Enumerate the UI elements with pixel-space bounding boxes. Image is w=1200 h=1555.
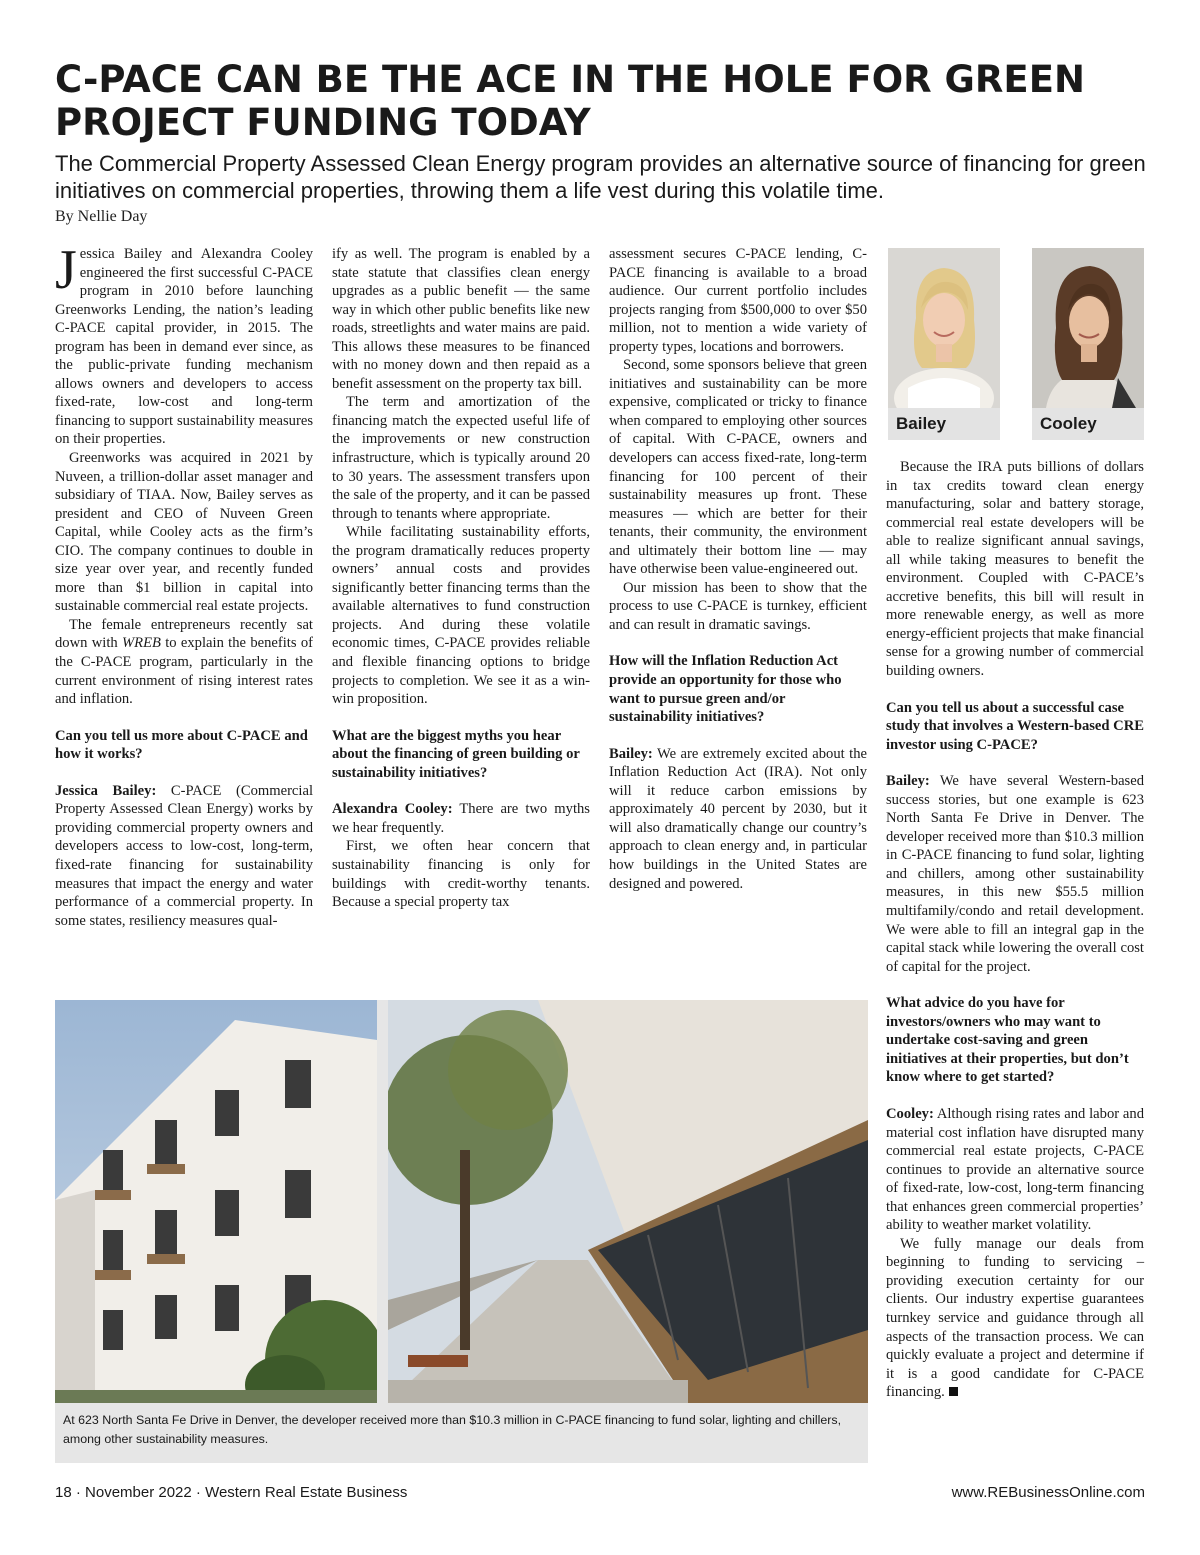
footer-issue-info: 18 · November 2022 · Western Real Estate Business (55, 1484, 408, 1501)
end-mark-icon (949, 1387, 958, 1396)
article-column-3 (609, 245, 867, 893)
answer (886, 772, 1144, 976)
paragraph (886, 1235, 1144, 1402)
speaker-name: Alexandra Cooley: (332, 801, 453, 818)
paragraph: Because the IRA puts billions of dollars in tax credits toward clean energy manufacturing, solar and battery storage, commercial real estate developers will be able to realize significant annual savings, all while taking measures to benefit the environment. Coupled with C-PACE’s accretive benefits, this bill will result in more renewable energy, as well as more energy-efficient projects that make financial sense for a growing number of commercial building owners. (886, 459, 1144, 680)
speaker-name: Cooley: (886, 1105, 934, 1122)
paragraph: First, we often hear concern that sustainability financing is only for buildings with credit-worthy tenants. Because a special property tax (332, 838, 590, 911)
paragraph-text: The female entrepreneurs recently sat down with (55, 616, 313, 652)
answer-text: C-PACE (Commercial Property Assessed Clean Energy) works by providing commercial property owners and developers access to low-cost, long-term, fixed-rate financing for sustainability measures that impact the energy and water performance of a commercial property. In some states, resiliency measures qual- (55, 782, 313, 929)
deck: The Commercial Property Assessed Clean Energy program provides an alternative source of financing for green initiatives on commercial properties, throwing them a life vest during this volatile time. (55, 151, 1146, 203)
article-column-4 (886, 458, 1144, 1402)
building-exterior-image (55, 1000, 377, 1403)
footer-website: www.REBusinessOnline.com (951, 1484, 1145, 1501)
question: Can you tell us about a successful case study that involves a Western-based CRE investor using C-PACE? (886, 699, 1144, 753)
building-image-panel (55, 1000, 868, 1463)
bailey-headshot (888, 248, 1000, 440)
answer (332, 800, 590, 837)
question: How will the Inflation Reduction Act provide an opportunity for those who want to pursue green and/or sustainability initiatives? (609, 653, 842, 726)
paragraph: Second, some sponsors believe that green initiatives and sustainability can be more expensive, complicated or tricky to finance when compared to employing other sources of capital. With C-PACE, owners and developers can access fixed-rate, long-term financing for 100 percent of their sustainability measures up front. These measures — which are better for their tenants, their community, the environment and ultimately their bottom line — may have otherwise been value-engineered out. (609, 357, 867, 578)
photo-label: Bailey (888, 408, 1000, 440)
cooley-portrait-image (1032, 248, 1144, 408)
building-streetscape-image (388, 1000, 868, 1403)
speaker-name: Bailey: (609, 745, 653, 762)
question: What advice do you have for investors/owners who may want to undertake cost-saving and green initiatives at their properties, but don’t know where to get started? (886, 995, 1129, 1086)
answer-text: Although rising rates and labor and material cost inflation have disrupted many commercial real estate projects, C-PACE continues to provide an alternative source of fixed-rate, low-cost, long-term financing that enhances green commercial properties’ ability to weather market volatility. (886, 1105, 1144, 1234)
answer-text: We have several Western-based success stories, but one example is 623 North Santa Fe Drive in Denver. The developer received more than $10.3 million in C-PACE financing to fund solar, lighting and chillers, among other sustainability measures, in this new $55.5 million multifamily/condo and retail development. We were able to fill an integral gap in the capital stack while lowering the overall cost of capital for the project. (886, 773, 1144, 975)
answer (55, 782, 313, 930)
answer (609, 745, 867, 893)
cooley-headshot (1032, 248, 1144, 440)
paragraph-text: We fully manage our deals from beginning to funding to servicing – providing execution certainty for our clients. Our industry expertise guarantees turnkey service and guidance through all aspects of the transaction process. We can quickly evaluate a project and determine if it is a good candidate for C-PACE financing. (886, 1235, 1144, 1401)
paragraph: ify as well. The program is enabled by a state statute that classifies clean energy upgrades as a public benefit — the same way in which other public benefits like new roads, streetlights and water mains are paid. This allows these measures to be financed with no money down and then repaid as a benefit assessment on the property tax bill. (332, 246, 590, 392)
paragraph: Our mission has been to show that the process to use C-PACE is turnkey, efficient and can result in dramatic savings. (609, 579, 867, 633)
paragraph: The term and amortization of the financing match the expected useful life of the improvements or new construction infrastructure, which is typically around 20 to 30 years. The assessment transfers upon the sale of the property, and it can be passed through to tenants where appropriate. (332, 394, 590, 522)
paragraph (55, 616, 313, 709)
paragraph-text: to explain the benefits of the C-PACE program, particularly in the current environment of rising interest rates and inflation. (55, 635, 314, 708)
photo-caption: At 623 North Santa Fe Drive in Denver, the developer received more than $10.3 million in C-PACE financing to fund solar, lighting and chillers, among other sustainability measures. (63, 1413, 842, 1446)
answer-text: There are two myths we hear frequently. (332, 801, 590, 836)
photo-label: Cooley (1032, 408, 1144, 440)
headline: C-PACE CAN BE THE ACE IN THE HOLE FOR GREEN PROJECT FUNDING TODAY (55, 58, 1085, 144)
bailey-portrait-image (888, 248, 1000, 408)
paragraph: While facilitating sustainability efforts, the program dramatically reduces property owners’ annual costs and provides significantly better financing terms than the available alternatives to fund construction projects. And during these volatile economic times, C-PACE provides reliable and flexible financing options to bridge projects to completion. We see it as a win-win proposition. (332, 524, 590, 708)
paragraph (55, 239, 313, 449)
answer (886, 1105, 1144, 1235)
article-column-1 (55, 239, 314, 930)
speaker-name: Bailey: (886, 773, 930, 790)
paragraph: assessment secures C-PACE lending, C-PACE financing is available to a broad audience. Our current portfolio includes projects ranging from $500,000 to over $50 million, not to mention a wide variety of property types, locations and borrowers. (609, 246, 867, 355)
paragraph: Greenworks was acquired in 2021 by Nuveen, a trillion-dollar asset manager and subsidiary of TIAA. Now, Bailey serves as president and CEO of Nuveen Green Capital, while Cooley acts as the firm’s CIO. The company continues to double in size year over year, and recently funded more than $1 billion in capital into sustainable commercial real estate projects. (55, 450, 313, 615)
question: Can you tell us more about C-PACE and how it works? (55, 727, 308, 763)
paragraph-text: essica Bailey and Alexandra Cooley engineered the first successful C-PACE program in 2010 before launching Greenworks Lending, the nation’s leading C-PACE capital provider, in 2015. The program has been in demand ever since, as the public-private funding mechanism allows owners and developers to access fixed-rate, low-cost and long-term financing to support sustainability measures on their properties. (55, 246, 313, 448)
magazine-name: WREB (122, 635, 161, 652)
answer-text: We are extremely excited about the Inflation Reduction Act (IRA). Not only will it reduce carbon emissions by approximately 40 percent by 2030, but it will also dramatically change our country’s approach to clean energy and, in particular how buildings in the United States are designed and powered. (609, 745, 867, 892)
speaker-name: Jessica Bailey: (55, 782, 157, 799)
byline: By Nellie Day (55, 208, 148, 225)
article-column-2 (332, 245, 590, 912)
drop-cap: J (55, 239, 77, 301)
question: What are the biggest myths you hear about the financing of green building or sustainability initiatives? (332, 727, 580, 781)
